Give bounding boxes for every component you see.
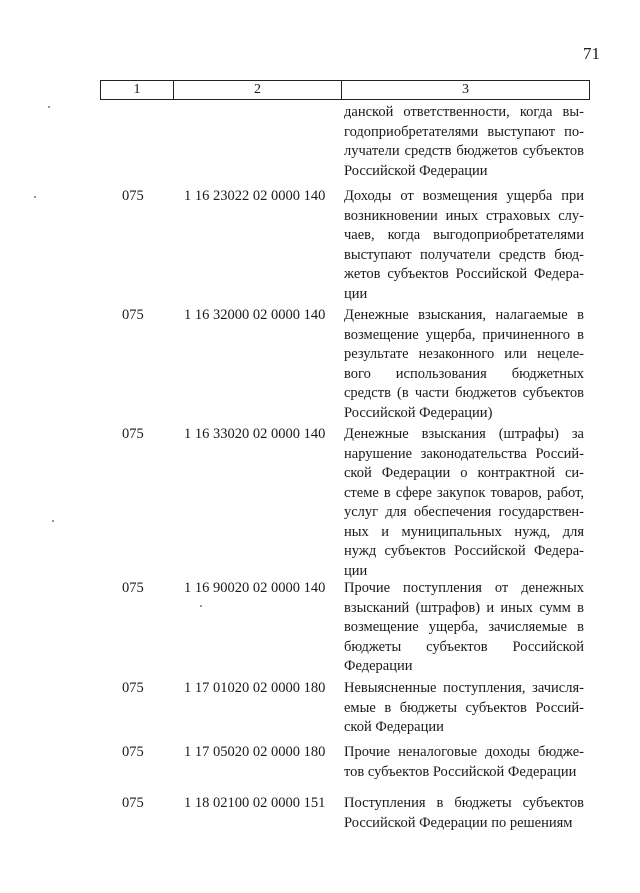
scan-speck (200, 605, 202, 607)
income-description: Денежные взыскания (штрафы) за нарушение законодательства Российской Федерации о контрактной системе в сфере закупок товаров, работ, услуг для обеспечения государственных и муниципальных нужд, для нужд субъектов Российской Федерации (344, 426, 584, 579)
budget-code: 1 16 23022 02 0000 140 (184, 188, 326, 204)
admin-code: 075 (122, 744, 144, 760)
admin-code: 075 (122, 680, 144, 696)
income-description: Прочие поступления от денежных взысканий (штрафов) и иных сумм в возмещение ущерба, зачисляемые в бюджеты субъектов Российской Федерации (344, 580, 584, 674)
income-description: Поступления в бюджеты субъектов Российской Федерации по решениям (344, 795, 584, 831)
budget-code: 1 18 02100 02 0000 151 (184, 795, 326, 811)
admin-code: 075 (122, 795, 144, 811)
admin-code: 075 (122, 188, 144, 204)
income-description: Доходы от возмещения ущерба при возникновении иных страховых случаев, когда выгодоприобретателями выступают получатели средств бюджетов субъектов Российской Федерации (344, 188, 584, 302)
budget-code: 1 16 90020 02 0000 140 (184, 580, 326, 596)
header-cell-1: 1 (101, 81, 174, 99)
scan-speck (48, 106, 50, 108)
header-cell-3: 3 (462, 82, 469, 97)
scan-speck (52, 520, 54, 522)
header-cell-2: 2 (174, 81, 342, 99)
budget-code: 1 17 01020 02 0000 180 (184, 680, 326, 696)
income-description: Прочие неналоговые доходы бюджетов субъектов Российской Федерации (344, 744, 584, 780)
budget-code: 1 16 33020 02 0000 140 (184, 426, 326, 442)
income-description: Денежные взыскания, налагаемые в возмещение ущерба, причиненного в результате незаконного или нецелевого использования бюджетных средств (в части бюджетов субъектов Российской Федерации) (344, 307, 584, 421)
scan-speck (34, 196, 36, 198)
admin-code: 075 (122, 307, 144, 323)
admin-code: 075 (122, 426, 144, 442)
page-number: 71 (583, 44, 600, 63)
income-description: Невыясненные поступления, зачисляемые в бюджеты субъектов Российской Федерации (344, 680, 584, 735)
budget-code: 1 17 05020 02 0000 180 (184, 744, 326, 760)
table-header (100, 80, 590, 100)
admin-code: 075 (122, 580, 144, 596)
budget-code: 1 16 32000 02 0000 140 (184, 307, 326, 323)
income-description: данской ответственности, когда выгодоприобретателями выступают получатели средств бюджетов субъектов Российской Федерации (344, 104, 584, 179)
